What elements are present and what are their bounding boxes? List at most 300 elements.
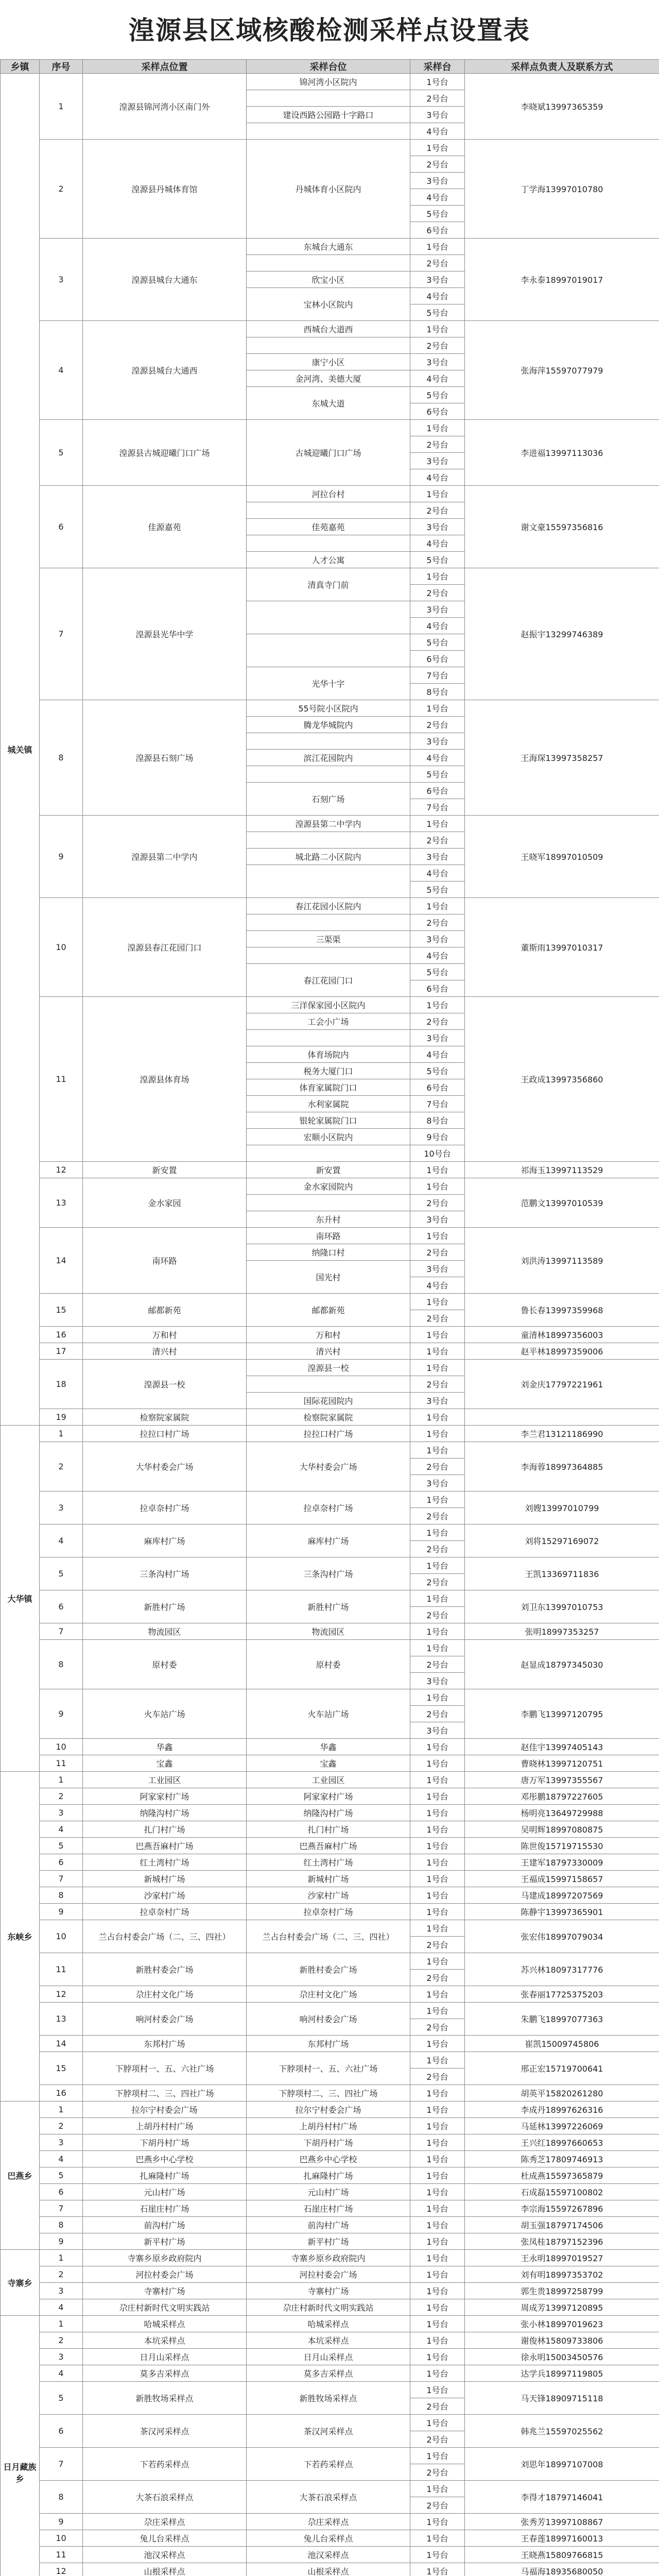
index-cell: 5 <box>40 420 83 486</box>
desk-cell: 2号台 <box>410 337 465 354</box>
index-cell: 8 <box>40 2481 83 2514</box>
desk-cell: 1号台 <box>410 2415 465 2431</box>
town-cell: 大华镇 <box>1 1426 40 1772</box>
index-cell: 13 <box>40 2003 83 2036</box>
index-cell: 14 <box>40 1228 83 1294</box>
desk-cell: 3号台 <box>410 272 465 288</box>
index-cell: 5 <box>40 1557 83 1590</box>
table-row <box>1 1854 659 1871</box>
desk-cell: 1号台 <box>410 1805 465 1821</box>
unit-cell: 巴燕乡中心学校 <box>247 2151 410 2167</box>
unit-cell: 国光村 <box>247 1261 410 1294</box>
unit-cell <box>247 1030 410 1046</box>
location-cell: 巴燕吾麻村广场 <box>83 1838 247 1854</box>
unit-cell: 腾龙华城院内 <box>247 717 410 733</box>
contact-cell: 刘洪涛13997113589 <box>465 1228 659 1294</box>
index-cell: 15 <box>40 2052 83 2085</box>
desk-cell: 1号台 <box>410 898 465 914</box>
location-cell: 石崖庄村广场 <box>83 2200 247 2217</box>
unit-cell: 东城台大通东 <box>247 239 410 255</box>
desk-cell: 2号台 <box>410 1574 465 1590</box>
desk-cell: 6号台 <box>410 783 465 799</box>
contact-cell: 谢文豪15597356816 <box>465 486 659 568</box>
location-cell: 新胜村委会广场 <box>83 1953 247 1986</box>
index-cell: 10 <box>40 898 83 997</box>
desk-cell: 2号台 <box>410 717 465 733</box>
unit-cell: 佳苑嘉苑 <box>247 519 410 535</box>
desk-cell: 1号台 <box>410 2481 465 2497</box>
desk-cell: 1号台 <box>410 2448 465 2464</box>
unit-cell: 兔儿台采样点 <box>247 2530 410 2547</box>
unit-cell <box>247 601 410 634</box>
contact-cell: 范鹏文13997010539 <box>465 1178 659 1228</box>
table-row <box>1 420 659 436</box>
unit-cell: 纳隆口村 <box>247 1244 410 1261</box>
index-cell: 3 <box>40 2134 83 2151</box>
header-desk: 采样台 <box>410 60 465 74</box>
contact-cell: 刘有明18997353702 <box>465 2266 659 2283</box>
desk-cell: 2号台 <box>410 1656 465 1673</box>
contact-cell: 周成芳13997120895 <box>465 2299 659 2316</box>
location-cell: 检察院家属院 <box>83 1409 247 1426</box>
index-cell: 13 <box>40 1178 83 1228</box>
desk-cell: 1号台 <box>410 1871 465 1887</box>
unit-cell: 建设西路公园路十字路口 <box>247 107 410 123</box>
table-row <box>1 2547 659 2563</box>
desk-cell: 4号台 <box>410 370 465 387</box>
unit-cell: 扎麻隆村广场 <box>247 2167 410 2184</box>
unit-cell: 国际花园院内 <box>247 1393 410 1409</box>
unit-cell: 新胜村委会广场 <box>247 1953 410 1986</box>
unit-cell: 寺寨乡原乡政府院内 <box>247 2250 410 2266</box>
contact-cell: 王政成13997356860 <box>465 997 659 1162</box>
location-cell: 扎麻隆村广场 <box>83 2167 247 2184</box>
table-row <box>1 1623 659 1640</box>
unit-cell: 哈城采样点 <box>247 2316 410 2332</box>
table-header-row <box>1 60 659 74</box>
desk-cell: 3号台 <box>410 1673 465 1689</box>
location-cell: 宝鑫 <box>83 1755 247 1772</box>
desk-cell: 1号台 <box>410 1788 465 1805</box>
desk-cell: 5号台 <box>410 304 465 321</box>
unit-cell <box>247 1195 410 1211</box>
desk-cell: 1号台 <box>410 2547 465 2563</box>
table-row <box>1 1343 659 1360</box>
desk-cell: 5号台 <box>410 206 465 222</box>
table-row <box>1 2052 659 2069</box>
table-row <box>1 2530 659 2547</box>
desk-cell: 1号台 <box>410 1887 465 1904</box>
contact-cell: 赵平林18997359006 <box>465 1343 659 1360</box>
table-body <box>1 74 659 2576</box>
desk-cell: 1号台 <box>410 1986 465 2003</box>
desk-cell: 1号台 <box>410 2217 465 2233</box>
index-cell: 15 <box>40 1294 83 1327</box>
desk-cell: 1号台 <box>410 420 465 436</box>
contact-cell: 韩兆兰15597025562 <box>465 2415 659 2448</box>
desk-cell: 3号台 <box>410 849 465 865</box>
index-cell: 2 <box>40 2266 83 2283</box>
unit-cell <box>247 535 410 552</box>
location-cell: 红土湾村广场 <box>83 1854 247 1871</box>
unit-cell: 拉拉口村广场 <box>247 1426 410 1442</box>
index-cell: 1 <box>40 1426 83 1442</box>
unit-cell: 宝林小区院内 <box>247 288 410 321</box>
desk-cell: 1号台 <box>410 1838 465 1854</box>
index-cell: 4 <box>40 1821 83 1838</box>
unit-cell: 新平村广场 <box>247 2233 410 2250</box>
contact-cell: 徐永明15003450576 <box>465 2349 659 2365</box>
location-cell: 兰占台村委会广场（二、三、四社） <box>83 1920 247 1953</box>
unit-cell: 扎门村广场 <box>247 1821 410 1838</box>
page-title: 湟源县区域核酸检测采样点设置表 <box>129 15 530 45</box>
desk-cell: 3号台 <box>410 1030 465 1046</box>
desk-cell: 1号台 <box>410 1821 465 1838</box>
desk-cell: 2号台 <box>410 1013 465 1030</box>
index-cell: 2 <box>40 2118 83 2134</box>
index-cell: 1 <box>40 1772 83 1788</box>
index-cell: 14 <box>40 2036 83 2052</box>
table-row <box>1 1178 659 1195</box>
unit-cell: 下脖项村二、三、四社广场 <box>247 2085 410 2102</box>
desk-cell: 4号台 <box>410 947 465 964</box>
location-cell: 拉卓奈村广场 <box>83 1904 247 1920</box>
index-cell: 5 <box>40 1838 83 1854</box>
desk-cell: 1号台 <box>410 2200 465 2217</box>
desk-cell: 1号台 <box>410 486 465 502</box>
contact-cell: 吴明辉18997080875 <box>465 1821 659 1838</box>
unit-cell <box>247 634 410 667</box>
index-cell: 16 <box>40 2085 83 2102</box>
desk-cell: 1号台 <box>410 321 465 337</box>
location-cell: 新城村广场 <box>83 1871 247 1887</box>
index-cell: 8 <box>40 2217 83 2233</box>
location-cell: 大华村委会广场 <box>83 1442 247 1492</box>
location-cell: 哈城采样点 <box>83 2316 247 2332</box>
desk-cell: 1号台 <box>410 568 465 585</box>
location-cell: 河拉村委会广场 <box>83 2266 247 2283</box>
table-row <box>1 2184 659 2200</box>
index-cell: 3 <box>40 2349 83 2365</box>
location-cell: 湟源县石刻广场 <box>83 700 247 816</box>
contact-cell: 刘卫东13997010753 <box>465 1590 659 1623</box>
desk-cell: 1号台 <box>410 2003 465 2019</box>
desk-cell: 6号台 <box>410 980 465 997</box>
desk-cell: 3号台 <box>410 354 465 370</box>
unit-cell: 莫多吉采样点 <box>247 2365 410 2382</box>
desk-cell: 4号台 <box>410 469 465 486</box>
location-cell: 火车站广场 <box>83 1689 247 1739</box>
unit-cell: 上胡丹村村广场 <box>247 2118 410 2134</box>
index-cell: 5 <box>40 2382 83 2415</box>
location-cell: 纳隆沟村广场 <box>83 1805 247 1821</box>
location-cell: 湟源县城台大通东 <box>83 239 247 321</box>
desk-cell: 4号台 <box>410 750 465 766</box>
location-cell: 拉卓奈村广场 <box>83 1492 247 1524</box>
contact-cell: 刘嫂13997010799 <box>465 1492 659 1524</box>
desk-cell: 2号台 <box>410 914 465 931</box>
desk-cell: 1号台 <box>410 1640 465 1656</box>
desk-cell: 4号台 <box>410 189 465 206</box>
contact-cell: 李进福13997113036 <box>465 420 659 486</box>
table-row <box>1 1871 659 1887</box>
contact-cell: 杨明亮13649729988 <box>465 1805 659 1821</box>
unit-cell: 新胜村广场 <box>247 1590 410 1623</box>
location-cell: 下若药采样点 <box>83 2448 247 2481</box>
location-cell: 响河村委会广场 <box>83 2003 247 2036</box>
contact-cell: 李宗海15597267896 <box>465 2200 659 2217</box>
desk-cell: 3号台 <box>410 931 465 947</box>
unit-cell: 检察院家属院 <box>247 1409 410 1426</box>
town-cell: 日月藏族乡 <box>1 2316 40 2576</box>
town-cell: 东峡乡 <box>1 1772 40 2102</box>
unit-cell: 东城大道 <box>247 387 410 420</box>
contact-cell: 陈秀芝17809746913 <box>465 2151 659 2167</box>
table-row <box>1 1805 659 1821</box>
desk-cell: 2号台 <box>410 436 465 453</box>
unit-cell <box>247 90 410 107</box>
desk-cell: 1号台 <box>410 2134 465 2151</box>
unit-cell: 石崖庄村广场 <box>247 2200 410 2217</box>
town-cell: 巴燕乡 <box>1 2102 40 2250</box>
unit-cell: 万和村 <box>247 1327 410 1343</box>
table-row <box>1 1640 659 1656</box>
unit-cell: 前沟村广场 <box>247 2217 410 2233</box>
table-row <box>1 1524 659 1541</box>
desk-cell: 8号台 <box>410 684 465 700</box>
table-row <box>1 568 659 585</box>
index-cell: 1 <box>40 2316 83 2332</box>
desk-cell: 1号台 <box>410 239 465 255</box>
unit-cell: 河拉村委会广场 <box>247 2266 410 2283</box>
table-row <box>1 2481 659 2497</box>
contact-cell: 谢俊林15809733806 <box>465 2332 659 2349</box>
table-row <box>1 2349 659 2365</box>
unit-cell: 银轮家属院门口 <box>247 1112 410 1129</box>
table-row <box>1 2167 659 2184</box>
index-cell: 6 <box>40 2415 83 2448</box>
desk-cell: 1号台 <box>410 1755 465 1772</box>
desk-cell: 1号台 <box>410 2151 465 2167</box>
contact-cell: 胡玉强18797174506 <box>465 2217 659 2233</box>
unit-cell: 巴燕吾麻村广场 <box>247 1838 410 1854</box>
desk-cell: 1号台 <box>410 1904 465 1920</box>
desk-cell: 1号台 <box>410 1623 465 1640</box>
unit-cell: 响河村委会广场 <box>247 2003 410 2036</box>
contact-cell: 鲁长春13997359968 <box>465 1294 659 1327</box>
desk-cell: 2号台 <box>410 832 465 849</box>
location-cell: 上胡丹村村广场 <box>83 2118 247 2134</box>
desk-cell: 1号台 <box>410 700 465 717</box>
location-cell: 拉尔宁村委会广场 <box>83 2102 247 2118</box>
desk-cell: 1号台 <box>410 1426 465 1442</box>
table-row <box>1 1821 659 1838</box>
location-cell: 麻库村广场 <box>83 1524 247 1557</box>
desk-cell: 3号台 <box>410 173 465 189</box>
desk-cell: 1号台 <box>410 2349 465 2365</box>
desk-cell: 5号台 <box>410 882 465 898</box>
table-row <box>1 2283 659 2299</box>
contact-cell: 石成磊15597100802 <box>465 2184 659 2200</box>
table-row <box>1 2415 659 2431</box>
contact-cell: 李兰君13121186990 <box>465 1426 659 1442</box>
unit-cell: 宏顺小区院内 <box>247 1129 410 1145</box>
table-row <box>1 2563 659 2576</box>
location-cell: 阿家家村广场 <box>83 1788 247 1805</box>
desk-cell: 1号台 <box>410 2184 465 2200</box>
unit-cell: 税务大厦门口 <box>247 1063 410 1079</box>
desk-cell: 4号台 <box>410 865 465 882</box>
unit-cell <box>247 914 410 931</box>
table-row <box>1 1294 659 1310</box>
index-cell: 7 <box>40 1871 83 1887</box>
desk-cell: 1号台 <box>410 1953 465 1970</box>
desk-cell: 3号台 <box>410 1475 465 1492</box>
location-cell: 下脖项村二、三、四社广场 <box>83 2085 247 2102</box>
desk-cell: 3号台 <box>410 519 465 535</box>
desk-cell: 5号台 <box>410 552 465 568</box>
table-row <box>1 239 659 255</box>
desk-cell: 4号台 <box>410 123 465 140</box>
contact-cell: 郭生贵18997258799 <box>465 2283 659 2299</box>
table-row <box>1 2151 659 2167</box>
table-row <box>1 1327 659 1343</box>
unit-cell: 纳隆沟村广场 <box>247 1805 410 1821</box>
contact-cell: 张海萍15597077979 <box>465 321 659 420</box>
unit-cell: 工会小广场 <box>247 1013 410 1030</box>
contact-cell: 苏兴林18097317776 <box>465 1953 659 1986</box>
contact-cell: 张宏伟18997079034 <box>465 1920 659 1953</box>
location-cell: 邮都新苑 <box>83 1294 247 1327</box>
contact-cell: 邢正宏15719700641 <box>465 2052 659 2085</box>
header-town: 乡镇 <box>1 60 40 74</box>
table-row <box>1 2299 659 2316</box>
index-cell: 17 <box>40 1343 83 1360</box>
desk-cell: 1号台 <box>410 1590 465 1607</box>
unit-cell: 下若药采样点 <box>247 2448 410 2481</box>
unit-cell: 新安置 <box>247 1162 410 1178</box>
desk-cell: 7号台 <box>410 799 465 816</box>
desk-cell: 5号台 <box>410 634 465 651</box>
contact-cell: 刘将15297169072 <box>465 1524 659 1557</box>
index-cell: 6 <box>40 1590 83 1623</box>
unit-cell: 新胜牧场采样点 <box>247 2382 410 2415</box>
location-cell: 日月山采样点 <box>83 2349 247 2365</box>
contact-cell: 崔凯15009745806 <box>465 2036 659 2052</box>
unit-cell: 阿家家村广场 <box>247 1788 410 1805</box>
desk-cell: 1号台 <box>410 2563 465 2576</box>
desk-cell: 4号台 <box>410 288 465 304</box>
index-cell: 11 <box>40 2547 83 2563</box>
contact-cell: 王春莲18997160013 <box>465 2530 659 2547</box>
location-cell: 东邦村广场 <box>83 2036 247 2052</box>
location-cell: 拉拉口村广场 <box>83 1426 247 1442</box>
desk-cell: 2号台 <box>410 255 465 272</box>
unit-cell: 55号院小区院内 <box>247 700 410 717</box>
desk-cell: 1号台 <box>410 1327 465 1343</box>
index-cell: 12 <box>40 1986 83 2003</box>
location-cell: 湟源县古城迎曦门口广场 <box>83 420 247 486</box>
location-cell: 原村委 <box>83 1640 247 1689</box>
unit-cell: 本坑采样点 <box>247 2332 410 2349</box>
contact-cell: 张凤桂18797152396 <box>465 2233 659 2250</box>
index-cell: 2 <box>40 1788 83 1805</box>
index-cell: 18 <box>40 1360 83 1409</box>
location-cell: 元山村广场 <box>83 2184 247 2200</box>
location-cell: 寺寨乡原乡政府院内 <box>83 2250 247 2266</box>
unit-cell: 拉卓奈村广场 <box>247 1904 410 1920</box>
contact-cell: 朱鹏飞18997077363 <box>465 2003 659 2036</box>
desk-cell: 8号台 <box>410 1112 465 1129</box>
unit-cell: 大茶石浪采样点 <box>247 2481 410 2514</box>
index-cell: 8 <box>40 1640 83 1689</box>
contact-cell: 邓彤鹏18797227605 <box>465 1788 659 1805</box>
desk-cell: 1号台 <box>410 2102 465 2118</box>
table-row <box>1 2200 659 2217</box>
unit-cell: 尕庄村新时代文明实践站 <box>247 2299 410 2316</box>
town-cell: 城关镇 <box>1 74 40 1426</box>
location-cell: 湟源县丹城体育馆 <box>83 140 247 239</box>
contact-cell: 张春丽17725375203 <box>465 1986 659 2003</box>
desk-cell: 1号台 <box>410 2085 465 2102</box>
unit-cell: 西城台大道西 <box>247 321 410 337</box>
index-cell: 7 <box>40 1623 83 1640</box>
unit-cell <box>247 255 410 272</box>
table-row <box>1 1772 659 1788</box>
unit-cell: 春江花园门口 <box>247 964 410 997</box>
table-row <box>1 1228 659 1244</box>
desk-cell: 3号台 <box>410 1722 465 1739</box>
desk-cell: 5号台 <box>410 1063 465 1079</box>
unit-cell: 尕庄采样点 <box>247 2514 410 2530</box>
unit-cell: 人才公寓 <box>247 552 410 568</box>
location-cell: 湟源县锦河湾小区南门外 <box>83 74 247 140</box>
desk-cell: 1号台 <box>410 1557 465 1574</box>
unit-cell: 滨江花园院内 <box>247 750 410 766</box>
location-cell: 新安置 <box>83 1162 247 1178</box>
desk-cell: 1号台 <box>410 1162 465 1178</box>
index-cell: 12 <box>40 2563 83 2576</box>
desk-cell: 10号台 <box>410 1145 465 1162</box>
contact-cell: 马福海18935680050 <box>465 2563 659 2576</box>
index-cell: 10 <box>40 1739 83 1755</box>
index-cell: 2 <box>40 1442 83 1492</box>
index-cell: 11 <box>40 1953 83 1986</box>
unit-cell: 池汉采样点 <box>247 2547 410 2563</box>
desk-cell: 2号台 <box>410 1195 465 1211</box>
desk-cell: 2号台 <box>410 2431 465 2448</box>
contact-cell: 李海蓉18997364885 <box>465 1442 659 1492</box>
index-cell: 7 <box>40 2200 83 2217</box>
location-cell: 尕庄村文化广场 <box>83 1986 247 2003</box>
index-cell: 4 <box>40 2151 83 2167</box>
desk-cell: 6号台 <box>410 1079 465 1096</box>
unit-cell: 红土湾村广场 <box>247 1854 410 1871</box>
location-cell: 沙家村广场 <box>83 1887 247 1904</box>
table-row <box>1 2332 659 2349</box>
location-cell: 工业园区 <box>83 1772 247 1788</box>
location-cell: 本坑采样点 <box>83 2332 247 2349</box>
unit-cell: 火车站广场 <box>247 1689 410 1739</box>
desk-cell: 2号台 <box>410 1541 465 1557</box>
table-row <box>1 2217 659 2233</box>
table-row <box>1 1953 659 1970</box>
index-cell: 4 <box>40 2299 83 2316</box>
desk-cell: 1号台 <box>410 2250 465 2266</box>
desk-cell: 2号台 <box>410 1970 465 1986</box>
desk-cell: 1号台 <box>410 2283 465 2299</box>
contact-cell: 陈世俊15719715530 <box>465 1838 659 1854</box>
